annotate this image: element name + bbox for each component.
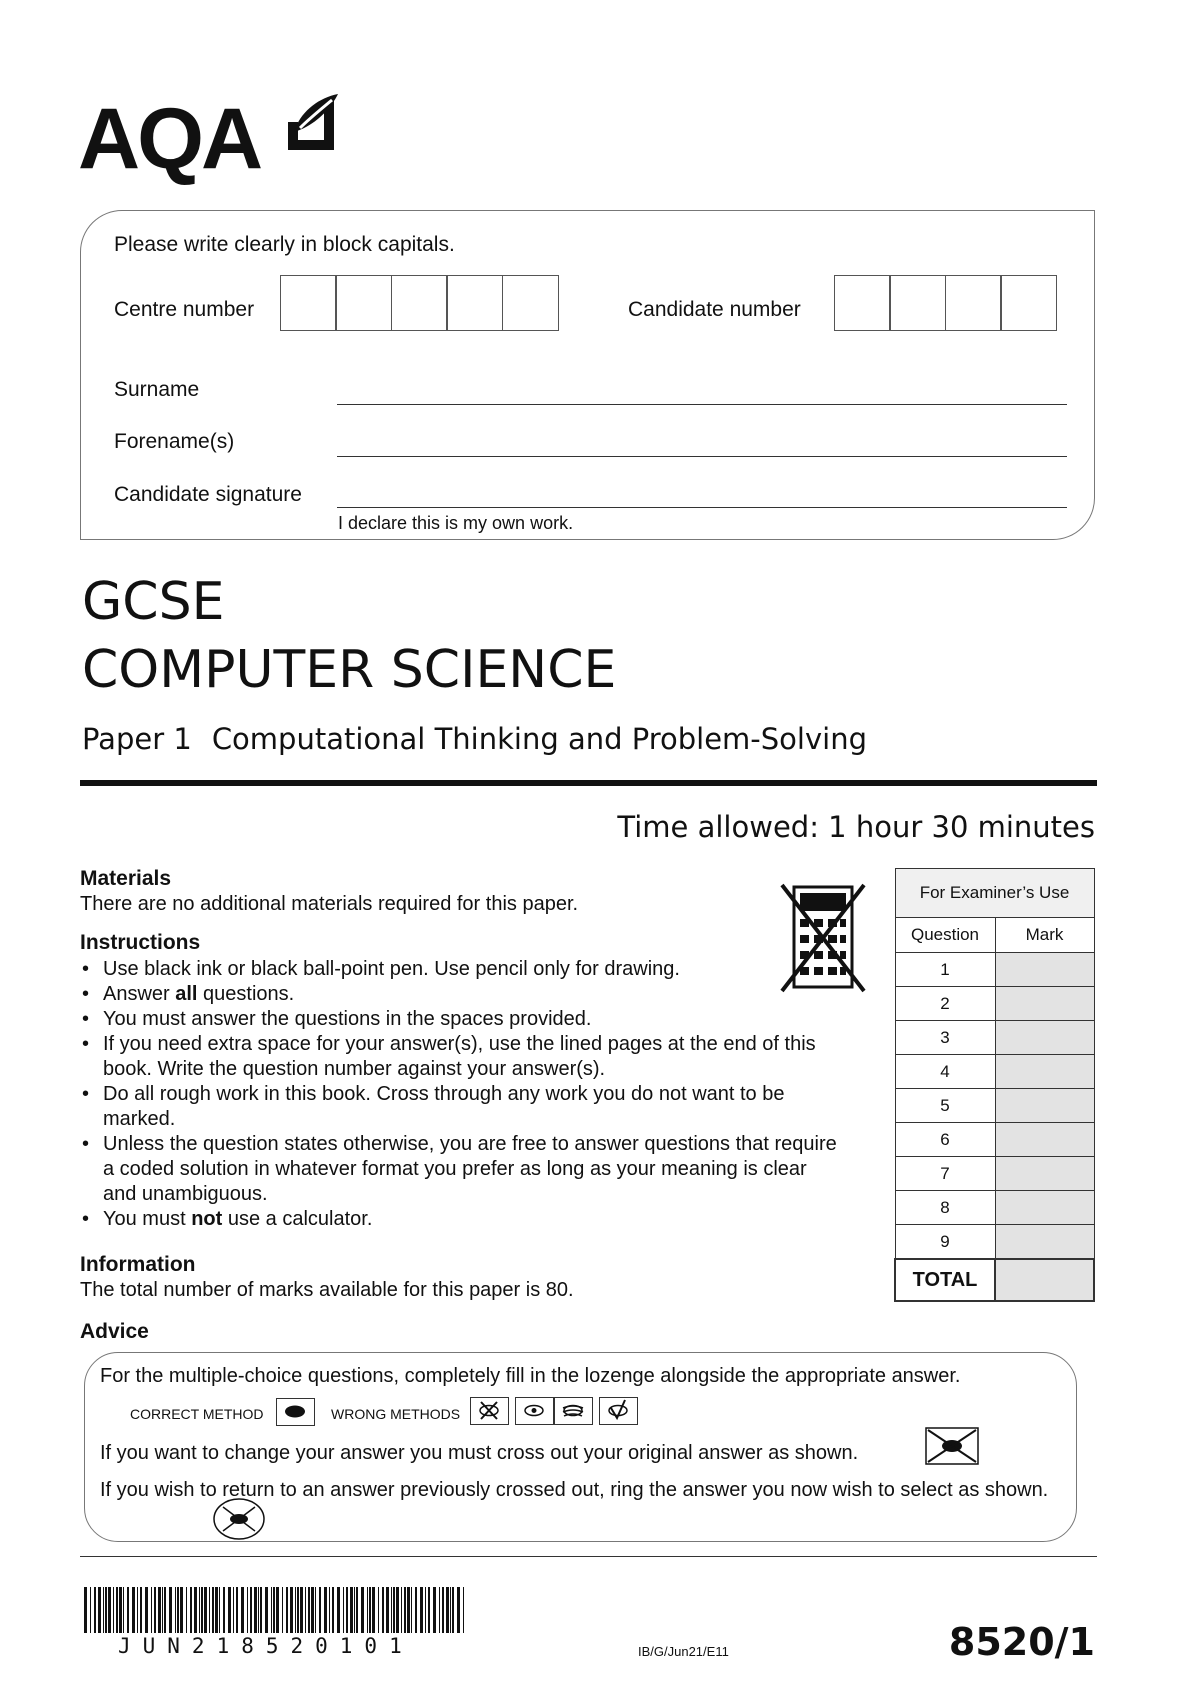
ringed-answer-icon — [211, 1497, 267, 1541]
centre-number-box[interactable] — [446, 275, 503, 331]
wrong-method-lozenge — [599, 1397, 638, 1425]
paper-number: Paper 1 — [82, 722, 192, 756]
wrong-method-lozenge — [554, 1397, 593, 1425]
question-column-header: Question — [895, 918, 995, 953]
candidate-number-box[interactable] — [889, 275, 946, 331]
examiner-table-header: For Examiner’s Use — [895, 869, 1094, 918]
candidate-number-boxes[interactable] — [835, 275, 1057, 331]
signature-label: Candidate signature — [114, 483, 302, 506]
centre-number-box[interactable] — [335, 275, 392, 331]
information-heading: Information — [80, 1253, 196, 1276]
centre-number-box[interactable] — [391, 275, 448, 331]
question-number-cell: 8 — [895, 1191, 995, 1225]
candidate-number-box[interactable] — [834, 275, 891, 331]
filled-lozenge-icon — [277, 1399, 313, 1424]
barcode-image — [84, 1587, 470, 1633]
document-reference: IB/G/Jun21/E11 — [638, 1644, 729, 1659]
instruction-item: • You must answer the questions in the spaces provided. — [80, 1007, 840, 1032]
instructions-list — [80, 957, 840, 1232]
information-text: The total number of marks available for this paper is 80. — [80, 1279, 574, 1301]
block-capitals-instruction: Please write clearly in block capitals. — [114, 233, 455, 256]
examiner-use-table — [894, 868, 1095, 1302]
instructions-heading: Instructions — [80, 931, 201, 954]
advice-line-3: If you wish to return to an answer previously crossed out, ring the answer you now wish to select as shown. — [100, 1479, 1049, 1501]
aqa-logo-text: AQA — [78, 91, 261, 187]
question-number-cell: 1 — [895, 953, 995, 987]
instruction-item: • Use black ink or black ball-point pen. Use pencil only for drawing. — [80, 957, 840, 982]
instruction-item: • If you need extra space for your answer(s), use the lined pages at the end of this book. Write the question number against your answer(s). — [80, 1032, 840, 1082]
centre-number-label: Centre number — [114, 298, 255, 321]
mark-cell — [995, 1055, 1094, 1089]
time-allowed: Time allowed: 1 hour 30 minutes — [617, 810, 1095, 844]
surname-field[interactable] — [337, 404, 1067, 405]
question-number-cell: 6 — [895, 1123, 995, 1157]
crossed-out-answer-icon — [925, 1427, 979, 1465]
qualification-title: GCSE — [82, 572, 225, 632]
ticked-lozenge-icon — [600, 1398, 636, 1423]
centre-number-box[interactable] — [502, 275, 559, 331]
mark-cell — [995, 987, 1094, 1021]
advice-line-1: For the multiple-choice questions, completely fill in the lozenge alongside the appropriate answer. — [100, 1365, 961, 1387]
mark-cell — [995, 1021, 1094, 1055]
mark-cell — [995, 953, 1094, 987]
advice-heading: Advice — [80, 1320, 149, 1343]
materials-heading: Materials — [80, 867, 172, 890]
title-rule — [80, 780, 1097, 786]
instruction-item: • Unless the question states otherwise, you are free to answer questions that require a coded solution in whatever format you prefer as long as your meaning is clear and unambiguous. — [80, 1132, 840, 1207]
forename-label: Forename(s) — [114, 430, 235, 453]
candidate-number-box[interactable] — [1000, 275, 1057, 331]
total-mark-cell — [995, 1259, 1094, 1301]
candidate-number-label: Candidate number — [628, 298, 801, 321]
centre-number-box[interactable] — [280, 275, 337, 331]
aqa-leaf-icon — [280, 92, 340, 152]
crossed-lozenge-icon — [471, 1398, 507, 1423]
correct-method-lozenge — [276, 1398, 315, 1426]
correct-method-label: CORRECT METHOD — [130, 1406, 264, 1422]
subject-title: COMPUTER SCIENCE — [82, 640, 617, 700]
advice-line-2: If you want to change your answer you must cross out your original answer as shown. — [100, 1442, 859, 1464]
dotted-lozenge-icon — [516, 1398, 552, 1423]
mark-cell — [995, 1157, 1094, 1191]
declaration-text: I declare this is my own work. — [338, 513, 574, 533]
wrong-method-lozenge — [470, 1397, 509, 1425]
total-label: TOTAL — [895, 1259, 995, 1301]
question-number-cell: 2 — [895, 987, 995, 1021]
paper-name: Computational Thinking and Problem-Solving — [211, 722, 867, 756]
question-number-cell: 5 — [895, 1089, 995, 1123]
question-number-cell: 3 — [895, 1021, 995, 1055]
surname-label: Surname — [114, 378, 200, 401]
wrong-methods-label: WRONG METHODS — [331, 1406, 461, 1422]
instruction-item: • Answer all questions. — [80, 982, 840, 1007]
forename-field[interactable] — [337, 456, 1067, 457]
barcode-text: JUN218520101 — [118, 1634, 414, 1658]
instruction-item: • You must not use a calculator. — [80, 1207, 840, 1232]
scribbled-lozenge-icon — [555, 1398, 591, 1423]
question-number-cell: 4 — [895, 1055, 995, 1089]
mark-cell — [995, 1191, 1094, 1225]
footer-rule — [80, 1556, 1097, 1557]
centre-number-boxes[interactable] — [281, 275, 559, 331]
question-number-cell: 9 — [895, 1225, 995, 1260]
mark-column-header: Mark — [995, 918, 1094, 953]
mark-cell — [995, 1225, 1094, 1260]
paper-code: 8520/1 — [948, 1620, 1095, 1664]
wrong-method-lozenge — [515, 1397, 554, 1425]
mark-cell — [995, 1123, 1094, 1157]
candidate-number-box[interactable] — [945, 275, 1002, 331]
materials-text: There are no additional materials required for this paper. — [80, 893, 579, 915]
signature-field[interactable] — [337, 507, 1067, 508]
instruction-item: • Do all rough work in this book. Cross through any work you do not want to be marked. — [80, 1082, 840, 1132]
question-number-cell: 7 — [895, 1157, 995, 1191]
paper-title — [82, 722, 867, 756]
mark-cell — [995, 1089, 1094, 1123]
